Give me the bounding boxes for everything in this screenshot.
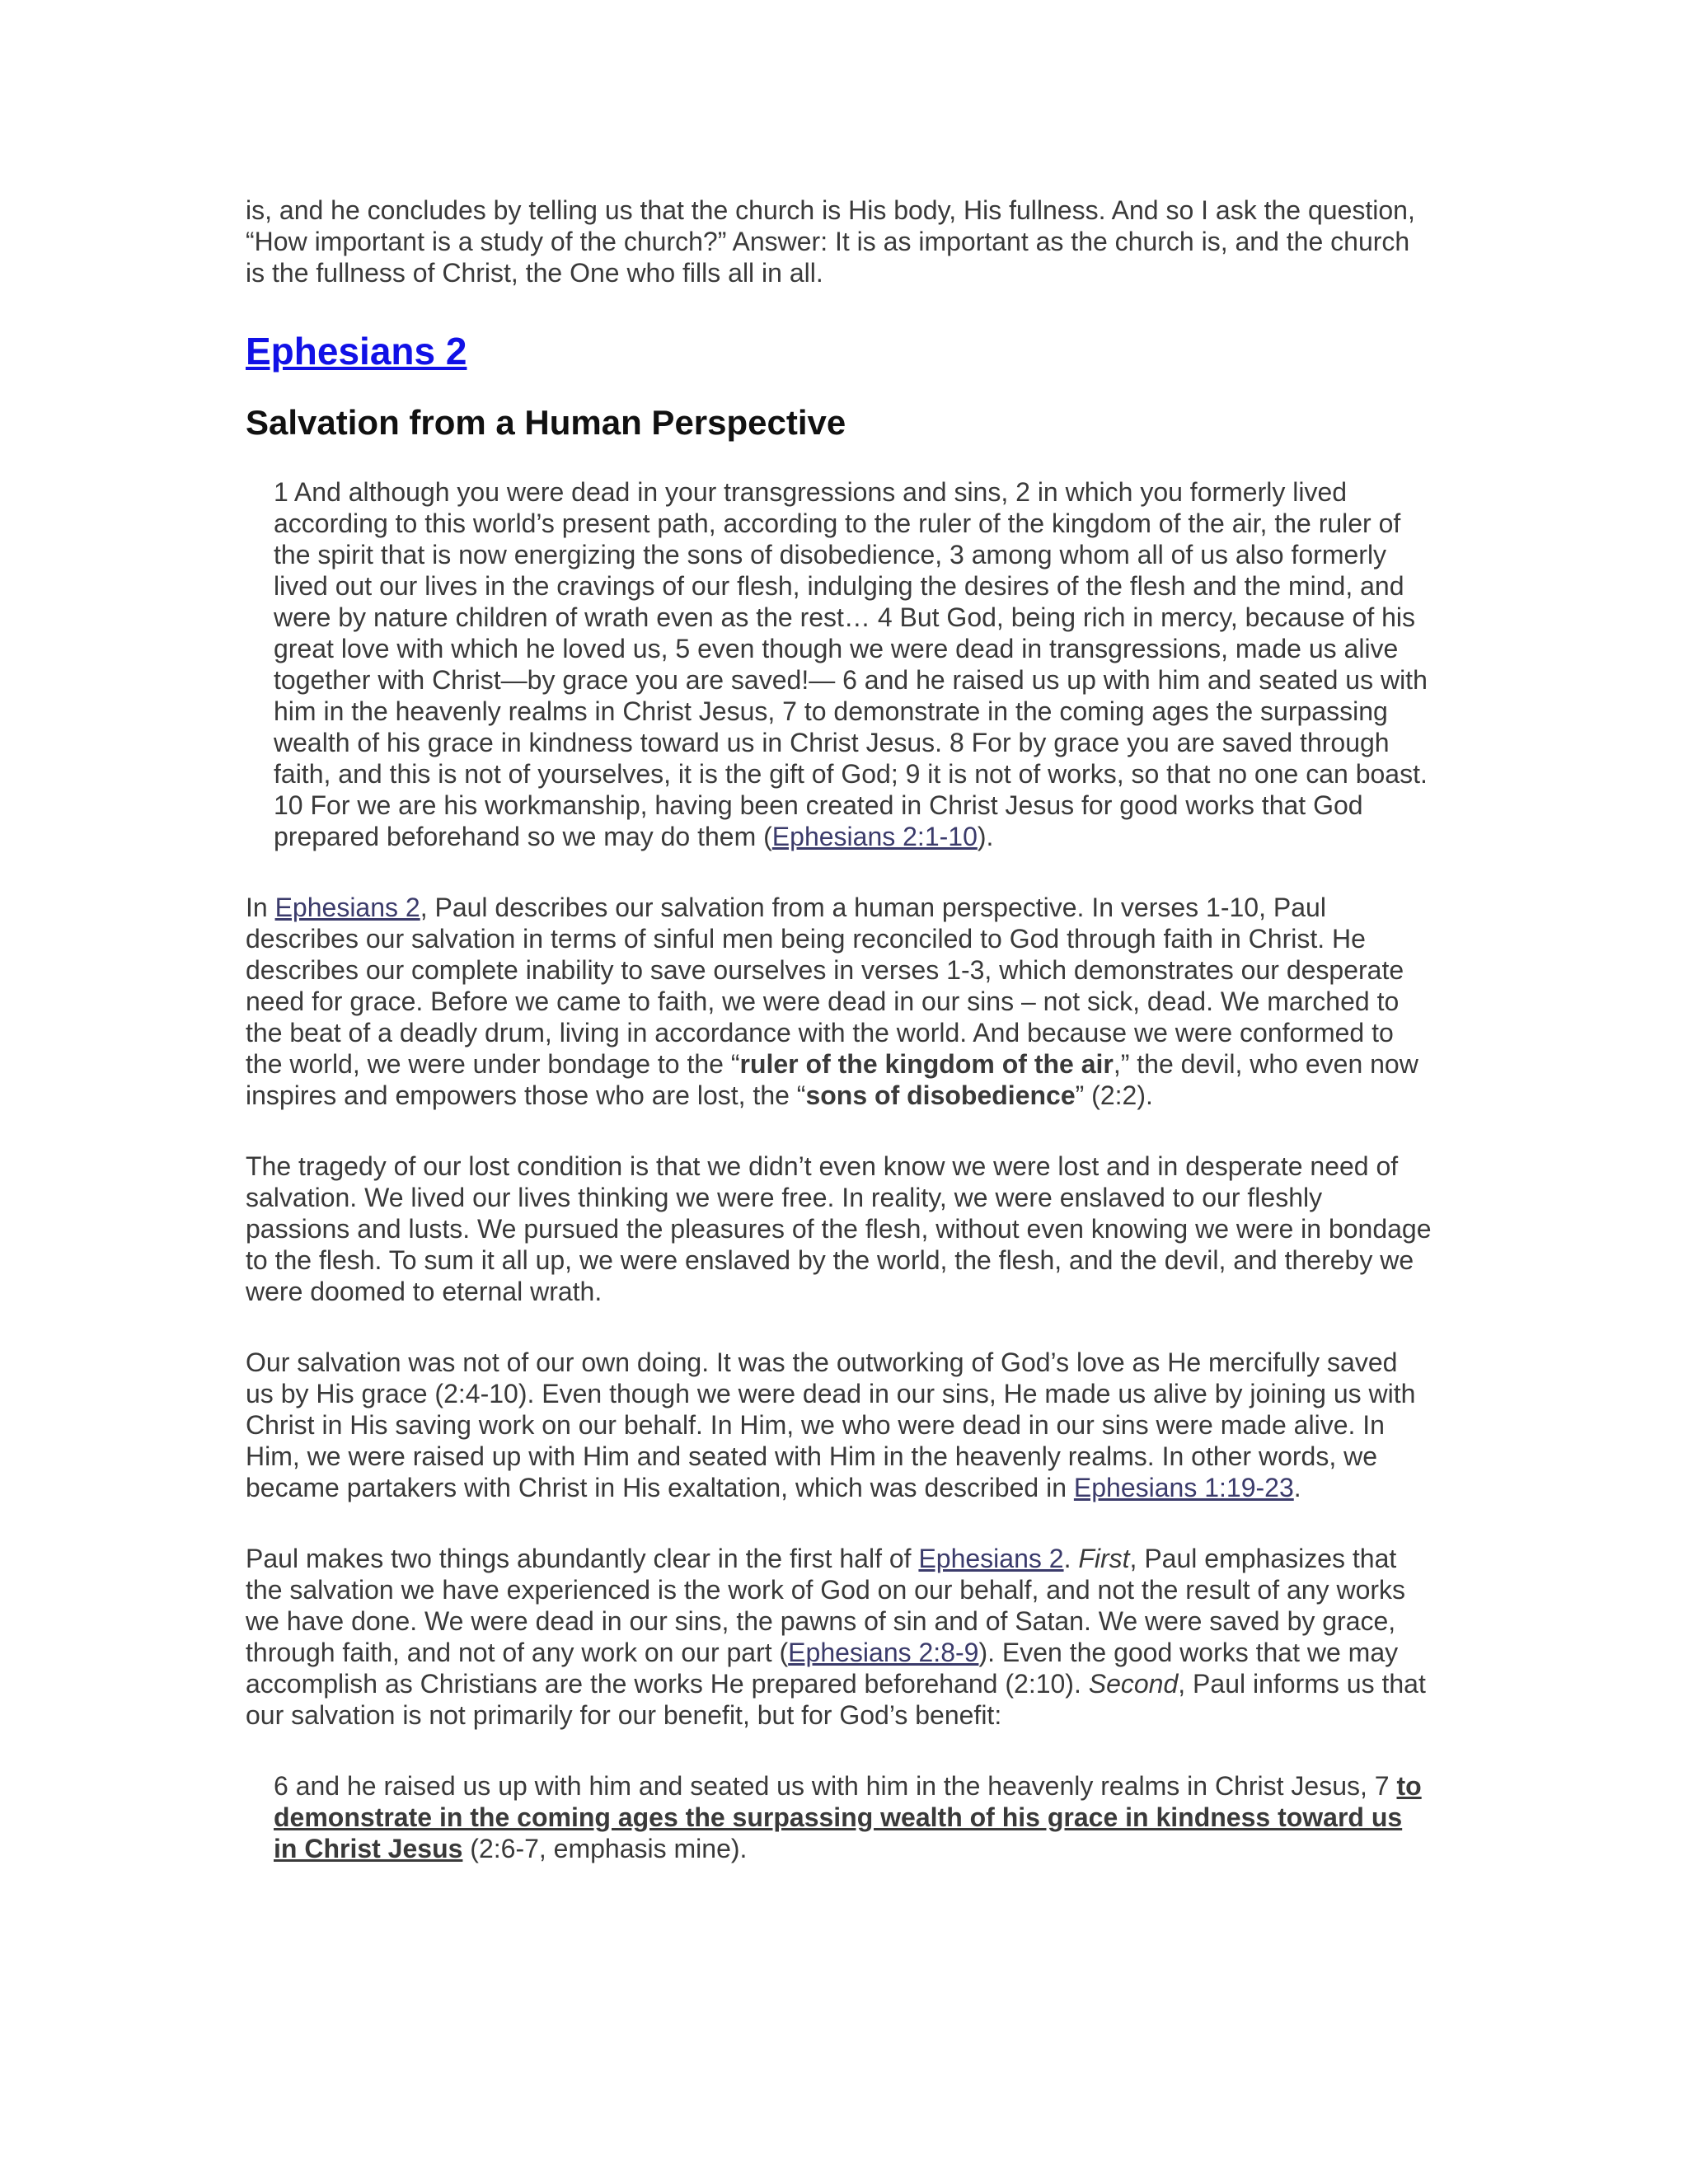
text-run: 6 and he raised us up with him and seated us with him in the heavenly realms in Christ Jesus, 7: [274, 1771, 1397, 1801]
text-run: , Paul describes our salvation from a human perspective. In verses 1-10, Paul describes our salvation in terms of sinful men being reconciled to God through faith in Christ. He describes our complete inability to save ourselves in verses 1-3, which demonstrates our desperate need for grace. Before we came to faith, we were dead in our sins – not sick, dead. We marched to the beat of a deadly drum, living in accordance with the world. And because we were conformed to the world, we were under bondage to the “: [246, 893, 1404, 1079]
ref-link-ephesians-2-1-10[interactable]: Ephesians 2:1-10: [771, 822, 978, 851]
paragraph-two-things: [246, 1543, 1432, 1731]
text-run: .: [1293, 1473, 1301, 1502]
scripture-quote-1: [274, 476, 1432, 852]
ref-link-ephesians-2[interactable]: Ephesians 2: [274, 893, 420, 922]
section-title: Salvation from a Human Perspective: [246, 403, 846, 442]
text-run: ” (2:2).: [1075, 1080, 1153, 1110]
italic-word: Second: [1088, 1669, 1179, 1699]
emphasized-phrase: to demonstrate in the coming ages the surpassing wealth of his grace in kindness toward us in Christ Jesus: [274, 1771, 1422, 1863]
quote1-text: 1 And although you were dead in your transgressions and sins, 2 in which you formerly lived according to this world’s present path, according to the ruler of the kingdom of the air, the ruler of the spirit that is now energizing the sons of disobedience, 3 among whom all of us also formerly lived out our lives in the cravings of our flesh, indulging the desires of the flesh and the mind, and were by nature children of wrath even as the rest… 4 But God, being rich in mercy, because of his great love with which he loved us, 5 even though we were dead in transgressions, made us alive together with Christ—by grace you are saved!— 6 and he raised us up with him and seated us with him in the heavenly realms in Christ Jesus, 7 to demonstrate in the coming ages the surpassing wealth of his grace in kindness toward us in Christ Jesus. 8 For by grace you are saved through faith, and this is not of yourselves, it is the gift of God; 9 it is not of works, so that no one can boast. 10 For we are his workmanship, having been created in Christ Jesus for good works that God prepared beforehand so we may do them (: [274, 477, 1428, 851]
ref-link-ephesians-1-19-23[interactable]: Ephesians 1:19-23: [1073, 1473, 1294, 1502]
italic-word: First: [1078, 1544, 1130, 1573]
paragraph-human-perspective: [246, 892, 1432, 1111]
paragraph-lost-condition: The tragedy of our lost condition is that we didn’t even know we were lost and in desperate need of salvation. We lived our lives thinking we were free. In reality, we were enslaved to our fleshly passions and lusts. We pursued the pleasures of the flesh, without even knowing we were in bondage to the flesh. To sum it all up, we were enslaved by the world, the flesh, and the devil, and thereby we were doomed to eternal wrath.: [246, 1151, 1432, 1306]
document-page: [246, 194, 1432, 1904]
text-run: .: [1063, 1544, 1079, 1573]
bold-phrase: sons of disobedience: [805, 1080, 1076, 1110]
intro-paragraph: is, and he concludes by telling us that the church is His body, His fullness. And so I ask the question, “How important is a study of the church?” Answer: It is as important as the church is, and the church is the fullness of Christ, the One who fills all in all.: [246, 195, 1415, 288]
text-run: In: [246, 893, 275, 922]
text-run: (2:6-7, emphasis mine).: [462, 1834, 748, 1863]
text-run: ). Even the good works that we may accomplish as Christians are the works He prepared beforehand (2:10).: [246, 1638, 1399, 1699]
ref-link-ephesians-2-second[interactable]: Ephesians 2: [918, 1544, 1064, 1573]
bold-phrase: ruler of the kingdom of the air: [739, 1049, 1114, 1079]
text-run: , Paul informs us that our salvation is not primarily for our benefit, but for God’s benefit:: [246, 1669, 1426, 1730]
text-run: Paul makes two things abundantly clear in the first half of: [246, 1544, 919, 1573]
quote1-close: ).: [977, 822, 994, 851]
paragraph-salvation-not-our-doing: [246, 1347, 1432, 1503]
chapter-heading-link[interactable]: Ephesians 2: [246, 330, 467, 373]
ref-link-ephesians-2-8-9[interactable]: Ephesians 2:8-9: [788, 1638, 979, 1667]
text-run: ,” the devil, who even now inspires and empowers those who are lost, the “: [246, 1049, 1418, 1110]
scripture-quote-2: [274, 1770, 1432, 1864]
text-run: , Paul emphasizes that the salvation we have experienced is the work of God on our behalf, and not the result of any works we have done. We were dead in our sins, the pawns of sin and of Satan. We were saved by grace, through faith, and not of any work on our part (: [246, 1544, 1406, 1667]
text-run: Our salvation was not of our own doing. It was the outworking of God’s love as He mercifully saved us by His grace (2:4-10). Even though we were dead in our sins, He made us alive by joining us with Christ in His saving work on our behalf. In Him, we who were dead in our sins were made alive. In Him, we were raised up with Him and seated with Him in the heavenly realms. In other words, we became partakers with Christ in His exaltation, which was described in: [246, 1347, 1416, 1502]
